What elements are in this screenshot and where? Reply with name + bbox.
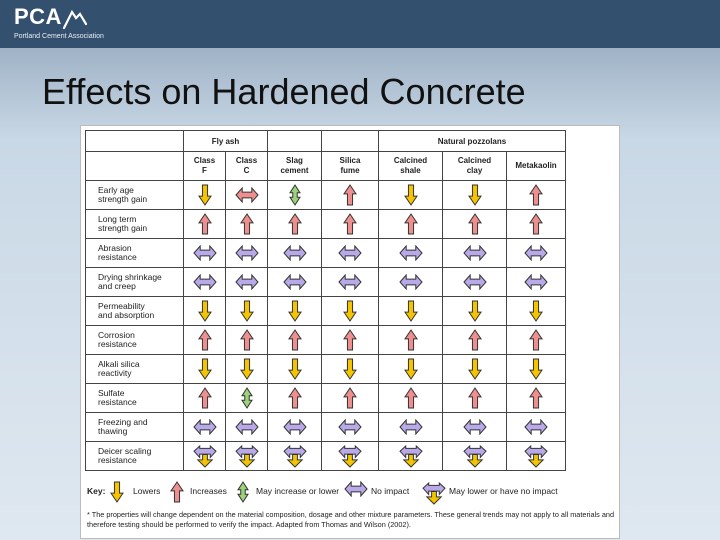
- no-impact-arrow-icon: [193, 274, 217, 290]
- may-lower-or-no-impact-arrow-icon: [283, 444, 307, 468]
- may-lower-or-have-no-impact-arrow-icon: [422, 481, 446, 505]
- effect-cell: [184, 268, 226, 297]
- no-impact-arrow-icon: [524, 274, 548, 290]
- lowers-arrow-icon: [287, 358, 303, 380]
- may-lower-or-no-impact-arrow-icon: [463, 444, 487, 468]
- property-label: Abrasion resistance: [86, 239, 184, 268]
- no-impact-arrow-icon: [338, 419, 362, 435]
- no-impact-arrow-icon: [283, 419, 307, 435]
- effects-table: [85, 130, 566, 471]
- increases-arrow-icon: [467, 387, 483, 409]
- increases-arrow-icon: [403, 329, 419, 351]
- effect-cell: [184, 326, 226, 355]
- logo-text: PCA: [14, 4, 62, 29]
- effect-cell: [379, 326, 443, 355]
- group-header-blank-1: [268, 131, 322, 152]
- effect-cell: [226, 210, 268, 239]
- property-label: Corrosion resistance: [86, 326, 184, 355]
- effect-cell: [379, 297, 443, 326]
- increases-arrow-icon: [467, 213, 483, 235]
- effect-cell: [443, 384, 507, 413]
- key-lowers-label: Lowers: [133, 486, 161, 496]
- effect-cell: [268, 297, 322, 326]
- effect-cell: [226, 297, 268, 326]
- effect-cell: [268, 239, 322, 268]
- property-label: Alkali silica reactivity: [86, 355, 184, 384]
- no-impact-arrow-icon: [399, 274, 423, 290]
- may-increase-or-lower-arrow-icon: [287, 184, 303, 206]
- no-impact-arrow-icon: [193, 245, 217, 261]
- effect-cell: [507, 384, 566, 413]
- effect-cell: [268, 326, 322, 355]
- effect-cell: [268, 355, 322, 384]
- table-row: [86, 239, 566, 268]
- table-row: [86, 326, 566, 355]
- no-impact-arrow-icon: [235, 419, 259, 435]
- no-impact-arrow-icon: [338, 245, 362, 261]
- effect-cell: [268, 181, 322, 210]
- effect-cell: [443, 297, 507, 326]
- lowers-arrow-icon: [197, 184, 213, 206]
- no-impact-arrow-icon: [399, 419, 423, 435]
- increases-arrow-icon: [287, 387, 303, 409]
- column-header: Calcined clay: [443, 152, 507, 181]
- effect-cell: [184, 181, 226, 210]
- lowers-arrow-icon: [467, 358, 483, 380]
- increases-arrow-icon: [528, 329, 544, 351]
- effect-cell: [184, 355, 226, 384]
- effect-cell: [226, 239, 268, 268]
- effect-cell: [443, 210, 507, 239]
- property-label: Permeability and absorption: [86, 297, 184, 326]
- table-row: [86, 297, 566, 326]
- effect-cell: [443, 239, 507, 268]
- effect-cell: [443, 355, 507, 384]
- property-label: Sulfate resistance: [86, 384, 184, 413]
- effect-cell: [322, 355, 379, 384]
- lowers-arrow-icon: [403, 300, 419, 322]
- no-impact-arrow-icon: [463, 274, 487, 290]
- key-label: Key:: [87, 486, 106, 496]
- effect-cell: [184, 210, 226, 239]
- increases-arrow-icon: [239, 213, 255, 235]
- effect-cell: [322, 326, 379, 355]
- no-impact-arrow-icon: [463, 419, 487, 435]
- effect-cell: [443, 326, 507, 355]
- column-header: Class F: [184, 152, 226, 181]
- lowers-arrow-icon: [403, 358, 419, 380]
- pca-logo: [14, 4, 104, 41]
- effect-cell: [507, 239, 566, 268]
- increases-arrow-icon: [528, 387, 544, 409]
- corner-cell-2: [86, 152, 184, 181]
- effect-cell: [379, 442, 443, 471]
- lowers-arrow-icon: [197, 300, 213, 322]
- effect-cell: [322, 268, 379, 297]
- no-impact-arrow-icon: [344, 481, 368, 497]
- effect-cell: [379, 384, 443, 413]
- key-legend: [87, 481, 617, 507]
- effect-cell: [184, 442, 226, 471]
- may-increase-or-lower-arrow-icon: [239, 387, 255, 409]
- property-label: Drying shrinkage and creep: [86, 268, 184, 297]
- no-impact-arrow-icon: [338, 274, 362, 290]
- may-lower-or-no-impact-arrow-icon: [193, 444, 217, 468]
- effect-cell: [322, 210, 379, 239]
- effect-cell: [443, 413, 507, 442]
- increases-arrow-icon: [342, 387, 358, 409]
- increases-arrow-icon: [467, 329, 483, 351]
- effect-cell: [507, 210, 566, 239]
- effect-cell: [379, 268, 443, 297]
- effect-cell: [507, 297, 566, 326]
- table-row: [86, 181, 566, 210]
- increases-arrow-icon: [528, 213, 544, 235]
- key-increases-label: Increases: [190, 486, 227, 496]
- lowers-arrow-icon: [528, 300, 544, 322]
- slide-title: Effects on Hardened Concrete: [42, 71, 526, 112]
- table-body: [86, 181, 566, 471]
- effect-cell: [226, 384, 268, 413]
- no-impact-arrow-icon: [524, 419, 548, 435]
- effect-cell: [322, 239, 379, 268]
- may-lower-or-no-impact-arrow-icon: [524, 444, 548, 468]
- footnote: * The properties will change dependent on the material composition, dosage and other mixture parameters. These general trends may not apply to all materials and therefore testing should be performed to verify the impact. Adapted from Thomas and Wilson (2002).: [87, 510, 615, 529]
- key-may-lower-or-no-impact-label: May lower or have no impact: [449, 486, 558, 496]
- effect-cell: [268, 413, 322, 442]
- effect-cell: [226, 268, 268, 297]
- effect-cell: [379, 239, 443, 268]
- no-impact-arrow-icon: [193, 419, 217, 435]
- increases-arrow-icon: [403, 387, 419, 409]
- column-header: Calcined shale: [379, 152, 443, 181]
- no-impact-arrow-icon: [283, 274, 307, 290]
- increases-arrow-icon: [197, 387, 213, 409]
- effect-cell: [507, 413, 566, 442]
- no-impact-arrow-icon: [235, 245, 259, 261]
- increases-arrow-icon: [342, 329, 358, 351]
- effect-cell: [226, 442, 268, 471]
- increases-arrow-icon: [528, 184, 544, 206]
- lowers-arrow-icon: [239, 358, 255, 380]
- lowers-arrow-icon: [239, 300, 255, 322]
- no-impact-arrow-icon: [524, 245, 548, 261]
- key-may-increase-or-lower-label: May increase or lower: [256, 486, 340, 496]
- lowers-arrow-icon: [528, 358, 544, 380]
- effect-cell: [507, 442, 566, 471]
- effect-cell: [226, 355, 268, 384]
- group-header-fly-ash: Fly ash: [184, 131, 268, 152]
- effect-cell: [507, 268, 566, 297]
- effect-cell: [322, 413, 379, 442]
- may-increase-or-lower-arrow-icon: [235, 481, 251, 503]
- effect-cell: [443, 181, 507, 210]
- key-no-impact-label: No impact: [371, 486, 410, 496]
- column-header: Class C: [226, 152, 268, 181]
- lowers-arrow-icon: [342, 358, 358, 380]
- logo-mark-icon: [62, 6, 88, 30]
- lowers-arrow-icon: [403, 184, 419, 206]
- effect-cell: [507, 181, 566, 210]
- effect-cell: [184, 297, 226, 326]
- effect-cell: [268, 384, 322, 413]
- effect-cell: [184, 413, 226, 442]
- increases-arrow-icon: [287, 213, 303, 235]
- increases-arrow-icon: [403, 213, 419, 235]
- may-lower-or-no-impact-arrow-icon: [399, 444, 423, 468]
- increases-arrow-icon: [342, 213, 358, 235]
- effect-cell: [507, 326, 566, 355]
- increases-arrow-icon: [169, 481, 185, 503]
- increases-arrow-icon: [287, 329, 303, 351]
- effect-cell: [443, 268, 507, 297]
- lowers-arrow-icon: [197, 358, 213, 380]
- property-label: Freezing and thawing: [86, 413, 184, 442]
- lowers-arrow-icon: [342, 300, 358, 322]
- increases-arrow-icon: [197, 329, 213, 351]
- effect-cell: [226, 413, 268, 442]
- lowers-arrow-icon: [287, 300, 303, 322]
- effects-figure: [80, 125, 620, 539]
- table-row: [86, 268, 566, 297]
- header-bar: [0, 0, 720, 48]
- effect-cell: [379, 181, 443, 210]
- increases-arrow-icon: [342, 184, 358, 206]
- effect-cell: [226, 181, 268, 210]
- effect-cell: [184, 384, 226, 413]
- corner-cell: [86, 131, 184, 152]
- effect-cell: [268, 210, 322, 239]
- table-row: [86, 355, 566, 384]
- effect-cell: [268, 268, 322, 297]
- logo-subtitle: Portland Cement Association: [14, 33, 104, 40]
- increases-arrow-icon: [197, 213, 213, 235]
- effect-cell: [322, 384, 379, 413]
- column-header: Slag cement: [268, 152, 322, 181]
- effect-cell: [322, 181, 379, 210]
- table-row: [86, 442, 566, 471]
- effect-cell: [507, 355, 566, 384]
- property-label: Early age strength gain: [86, 181, 184, 210]
- increases-both-arrow-icon: [235, 187, 259, 203]
- effect-cell: [379, 210, 443, 239]
- may-lower-or-no-impact-arrow-icon: [338, 444, 362, 468]
- property-label: Long term strength gain: [86, 210, 184, 239]
- effect-cell: [184, 239, 226, 268]
- may-lower-or-no-impact-arrow-icon: [235, 444, 259, 468]
- table-row: [86, 384, 566, 413]
- group-header-blank-2: [322, 131, 379, 152]
- group-header-natural-pozzolans: Natural pozzolans: [379, 131, 566, 152]
- lowers-arrow-icon: [109, 481, 125, 503]
- lowers-arrow-icon: [467, 300, 483, 322]
- effect-cell: [379, 355, 443, 384]
- property-label: Deicer scaling resistance: [86, 442, 184, 471]
- effect-cell: [322, 442, 379, 471]
- effect-cell: [226, 326, 268, 355]
- effect-cell: [268, 442, 322, 471]
- effect-cell: [379, 413, 443, 442]
- increases-arrow-icon: [239, 329, 255, 351]
- effect-cell: [322, 297, 379, 326]
- no-impact-arrow-icon: [463, 245, 487, 261]
- effect-cell: [443, 442, 507, 471]
- no-impact-arrow-icon: [399, 245, 423, 261]
- table-row: [86, 413, 566, 442]
- table-row: [86, 210, 566, 239]
- column-header: Silica fume: [322, 152, 379, 181]
- no-impact-arrow-icon: [283, 245, 307, 261]
- lowers-arrow-icon: [467, 184, 483, 206]
- no-impact-arrow-icon: [235, 274, 259, 290]
- column-header: Metakaolin: [507, 152, 566, 181]
